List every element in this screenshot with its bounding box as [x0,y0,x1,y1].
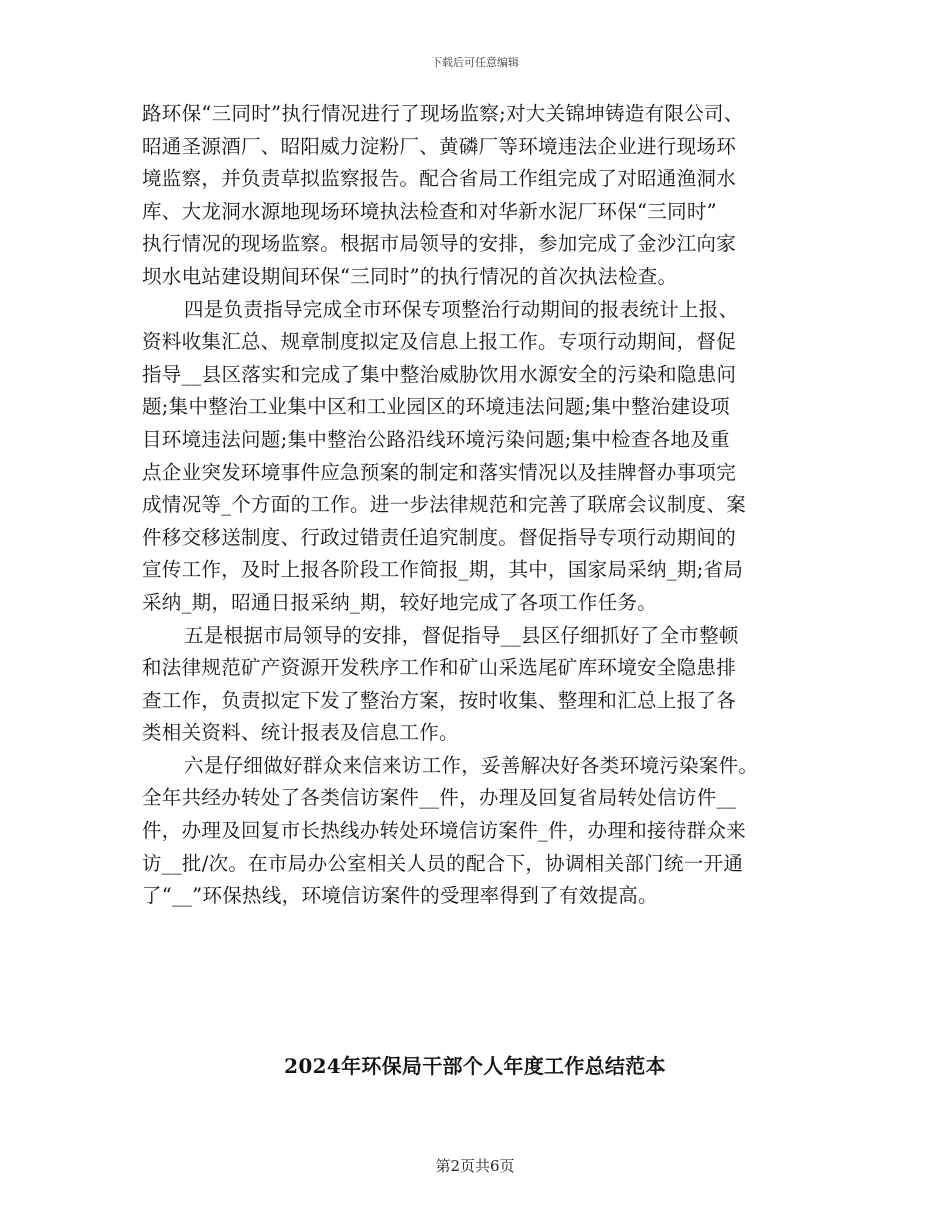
text-line: 坝水电站建设期间环保“三同时”的执行情况的首次执法检查。 [142,264,678,288]
paragraph-2 [142,294,812,620]
text-line: 五是根据市局领导的安排，督促指导__县区仔细抓好了全市整顿 [184,623,739,647]
text-line: 资料收集汇总、规章制度拟定及信息上报工作。专项行动期间，督促 [142,330,737,354]
text-line: 全年共经办转处了各类信访案件__件，办理及回复省局转处信访件__ [142,786,737,810]
document-body [142,98,812,913]
text-line: 点企业突发环境事件应急预案的制定和落实情况以及挂牌督办事项完 [142,460,737,484]
text-line: 宣传工作，及时上报各阶段工作简报_期，其中，国家局采纳_期;省局 [142,558,744,582]
text-line: 访__批/次。在市局办公室相关人员的配合下，协调相关部门统一开通 [142,851,744,875]
paragraph-1 [142,98,812,294]
text-line: 题;集中整治工业集中区和工业园区的环境违法问题;集中整治建设项 [142,395,730,419]
text-line: 采纳_期，昭通日报采纳_期，较好地完成了各项工作任务。 [142,590,658,614]
page-number: 第2页共6页 [435,1157,515,1175]
text-line: 件，办理及回复市长热线办转处环境信访案件_件，办理和接待群众来 [142,819,747,843]
text-line: 件移交移送制度、行政过错责任追究制度。督促指导专项行动期间的 [142,525,737,549]
paragraph-3 [142,620,812,750]
text-line: 指导__县区落实和完成了集中整治威胁饮用水源安全的污染和隐患问 [142,362,737,386]
text-line: 目环境违法问题;集中整治公路沿线环境污染问题;集中检查各地及重 [142,427,730,451]
text-line: 执行情况的现场监察。根据市局领导的安排，参加完成了金沙江向家 [142,232,737,256]
text-line: 成情况等_个方面的工作。进一步法律规范和完善了联席会议制度、案 [142,493,747,517]
text-line: 类相关资料、统计报表及信息工作。 [142,721,459,745]
document-title: 2024年环保局干部个人年度工作总结范本 [284,1054,666,1078]
paragraph-4 [142,750,812,913]
header-note: 下载后可任意编辑 [431,56,519,69]
text-line: 境监察，并负责草拟监察报告。配合省局工作组完成了对昭通渔洞水 [142,167,737,191]
text-line: 和法律规范矿产资源开发秩序工作和矿山采选尾矿库环境安全隐患排 [142,656,737,680]
text-line: 六是仔细做好群众来信来访工作，妥善解决好各类环境污染案件。 [184,753,759,777]
text-line: 查工作，负责拟定下发了整治方案，按时收集、整理和汇总上报了各 [142,688,737,712]
text-line: 昭通圣源酒厂、昭阳威力淀粉厂、黄磷厂等环境违法企业进行现场环 [142,134,737,158]
text-line: 库、大龙洞水源地现场环境执法检查和对华新水泥厂环保“三同时” [142,199,717,223]
text-line: 四是负责指导完成全市环保专项整治行动期间的报表统计上报、 [184,297,739,321]
text-line: 路环保“三同时”执行情况进行了现场监察;对大关锦坤铸造有限公司、 [142,102,744,125]
text-line: 了“__”环保热线，环境信访案件的受理率得到了有效提高。 [142,884,658,908]
